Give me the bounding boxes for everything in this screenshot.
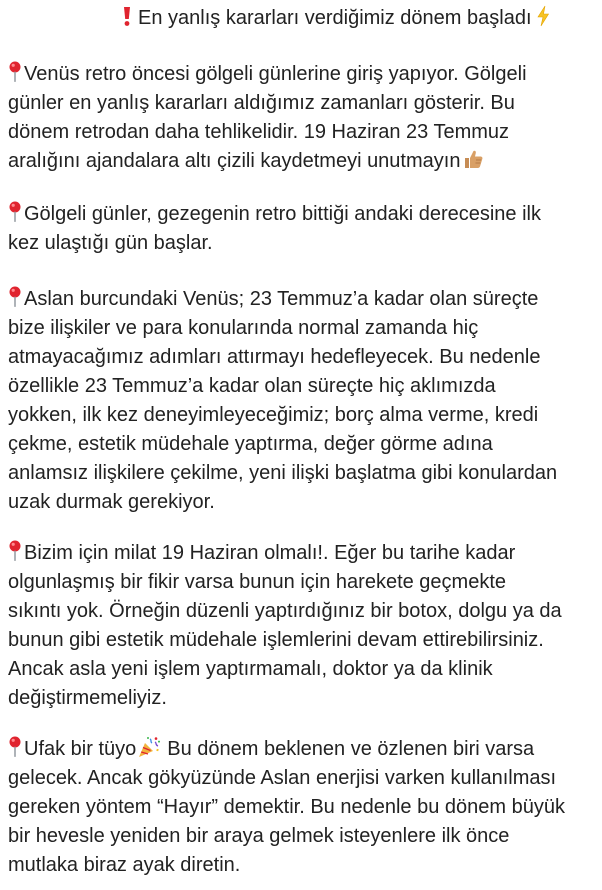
- round-pushpin-icon: [8, 201, 22, 223]
- paragraph-line: sıkıntı yok. Örneğin düzenli yaptırdığınız bir botox, dolgu ya da: [8, 600, 562, 622]
- paragraph-line: günler en yanlış kararları aldığımız zamanları gösterir. Bu: [8, 92, 515, 114]
- round-pushpin-icon: [8, 286, 22, 308]
- paragraph-line: bunun gibi estetik müdehale işlemlerini devam ettirebilirsiniz.: [8, 629, 544, 651]
- paragraph-line: uzak durmak gerekiyor.: [8, 491, 215, 513]
- paragraph-line: dönem retrodan daha tehlikelidir. 19 Haziran 23 Temmuz: [8, 121, 510, 143]
- paragraph-line: yokken, ilk kez deneyimleyeceğimiz; borç alma verme, kredi: [8, 404, 539, 426]
- paragraph-milestone: [8, 539, 598, 713]
- paragraph-line: gereken yöntem “Hayır” demektir. Bu nedenle bu dönem büyük: [8, 796, 565, 818]
- paragraph-line: olgunlaşmış bir fikir varsa bunun için harekete geçmekte: [8, 571, 507, 593]
- thumbs-up-icon: [462, 148, 484, 170]
- paragraph-line: çekme, estetik müdehale yaptırma, değer görme adına: [8, 433, 493, 455]
- paragraph-line: özellikle 23 Temmuz’a kadar olan süreçte hiç aklımızda: [8, 375, 496, 397]
- paragraph-line: Aslan burcundaki Venüs; 23 Temmuz’a kadar olan süreçte: [8, 285, 598, 314]
- post-title-wrap: [122, 4, 552, 32]
- post-title: En yanlış kararları verdiğimiz dönem başladı: [138, 7, 532, 29]
- lightning-icon: [536, 5, 550, 27]
- paragraph-line: bize ilişkiler ve para konularında normal zamanda hiç: [8, 317, 479, 339]
- paragraph-line: Ufak bir tüyo Bu dönem beklenen ve özlenen biri varsa: [8, 735, 598, 764]
- paragraph-tip: [8, 735, 598, 880]
- paragraph-line: kez ulaştığı gün başlar.: [8, 232, 213, 254]
- paragraph-line: Gölgeli günler, gezegenin retro bittiği andaki derecesine ilk: [8, 200, 598, 229]
- paragraph-venus-leo: [8, 285, 598, 517]
- party-popper-icon: [137, 736, 161, 758]
- paragraph-line: gelecek. Ancak gökyüzünde Aslan enerjisi varken kullanılması: [8, 767, 557, 789]
- paragraph-line: değiştirmemeliyiz.: [8, 687, 167, 709]
- paragraph-line: aralığını ajandalara altı çizili kaydetmeyi unutmayın: [8, 147, 598, 176]
- round-pushpin-icon: [8, 736, 22, 758]
- paragraph-line: bir hevesle yeniden bir araya gelmek isteyenlere ilk önce: [8, 825, 510, 847]
- paragraph-line: mutlaka biraz ayak diretin.: [8, 854, 241, 876]
- paragraph-venus-shadow: [8, 60, 598, 176]
- paragraph-line: Bizim için milat 19 Haziran olmalı!. Eğer bu tarihe kadar: [8, 539, 598, 568]
- paragraph-line: anlamsız ilişkilere çekilme, yeni ilişki başlatma gibi konulardan: [8, 462, 558, 484]
- round-pushpin-icon: [8, 540, 22, 562]
- paragraph-line: atmayacağımız adımları attırmayı hedefleyecek. Bu nedenle: [8, 346, 541, 368]
- round-pushpin-icon: [8, 61, 22, 83]
- paragraph-shadow-days: [8, 200, 598, 258]
- red-exclamation-icon: [122, 5, 132, 27]
- paragraph-line: Ancak asla yeni işlem yaptırmamalı, doktor ya da klinik: [8, 658, 493, 680]
- post-title-line: [0, 4, 602, 32]
- paragraph-line: Venüs retro öncesi gölgeli günlerine giriş yapıyor. Gölgeli: [8, 60, 598, 89]
